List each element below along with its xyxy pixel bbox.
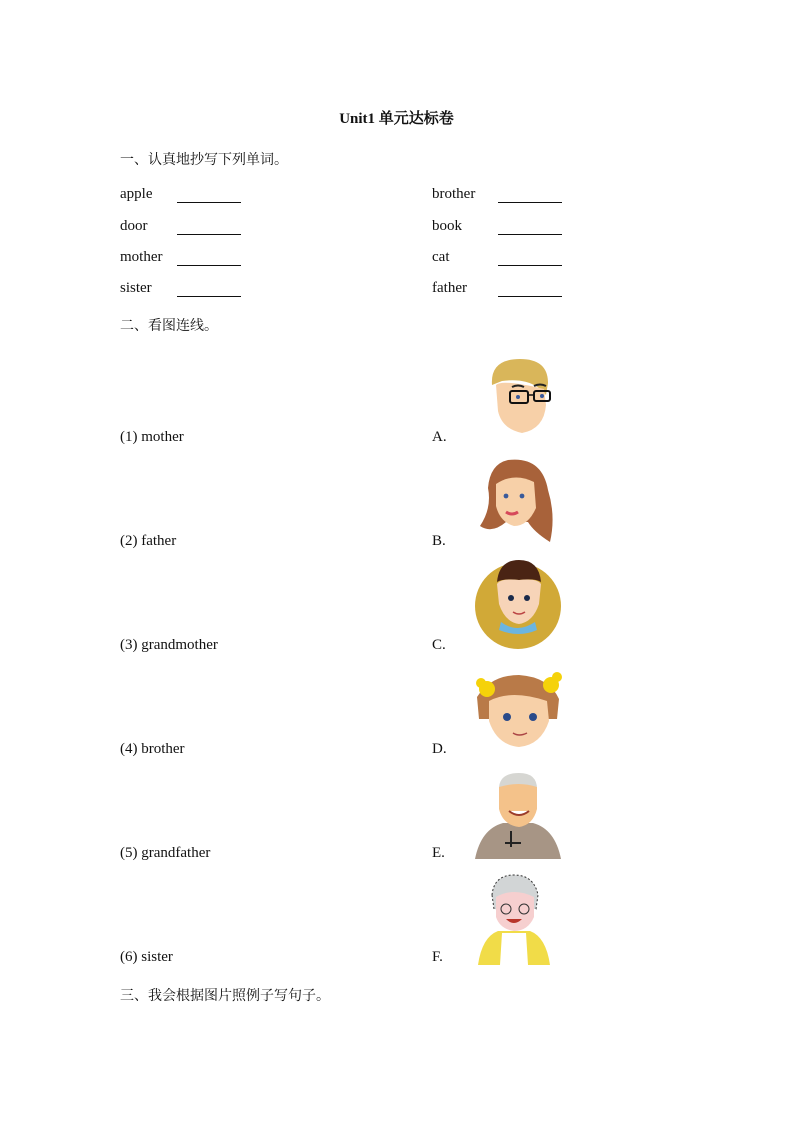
word-sister: sister: [120, 280, 152, 296]
option-f: F.: [432, 949, 443, 965]
word-father: father: [432, 280, 467, 296]
copy-blank[interactable]: [498, 282, 562, 297]
match-item-2: (2) father: [120, 533, 177, 549]
girl-yellow-bows-picture: [471, 667, 565, 749]
old-woman-glasses-picture: [478, 873, 552, 965]
match-item-1: (1) mother: [120, 429, 184, 445]
word-mother: mother: [120, 249, 163, 265]
word-door: door: [120, 218, 148, 234]
word-apple: apple: [120, 186, 153, 202]
option-c: C.: [432, 637, 446, 653]
woman-long-hair-picture: [478, 456, 556, 546]
boy-gold-circle-picture: [475, 560, 563, 650]
copy-blank[interactable]: [498, 220, 562, 235]
copy-blank[interactable]: [498, 188, 562, 203]
copy-blank[interactable]: [177, 251, 241, 266]
copy-blank[interactable]: [177, 188, 241, 203]
word-brother: brother: [432, 186, 476, 202]
option-b: B.: [432, 533, 446, 549]
word-book: book: [432, 218, 462, 234]
man-with-glasses-picture: [482, 355, 556, 435]
section2-heading: 二、看图连线。: [120, 318, 218, 334]
copy-blank[interactable]: [177, 220, 241, 235]
match-item-5: (5) grandfather: [120, 845, 211, 861]
page-title: Unit1 单元达标卷: [339, 111, 454, 127]
section1-heading: 一、认真地抄写下列单词。: [120, 152, 288, 168]
match-item-4: (4) brother: [120, 741, 185, 757]
match-item-3: (3) grandmother: [120, 637, 218, 653]
word-cat: cat: [432, 249, 450, 265]
match-item-6: (6) sister: [120, 949, 173, 965]
section3-heading: 三、我会根据图片照例子写句子。: [120, 988, 330, 1004]
option-a: A.: [432, 429, 447, 445]
option-e: E.: [432, 845, 445, 861]
old-man-picture: [475, 771, 561, 859]
copy-blank[interactable]: [498, 251, 562, 266]
copy-blank[interactable]: [177, 282, 241, 297]
option-d: D.: [432, 741, 447, 757]
